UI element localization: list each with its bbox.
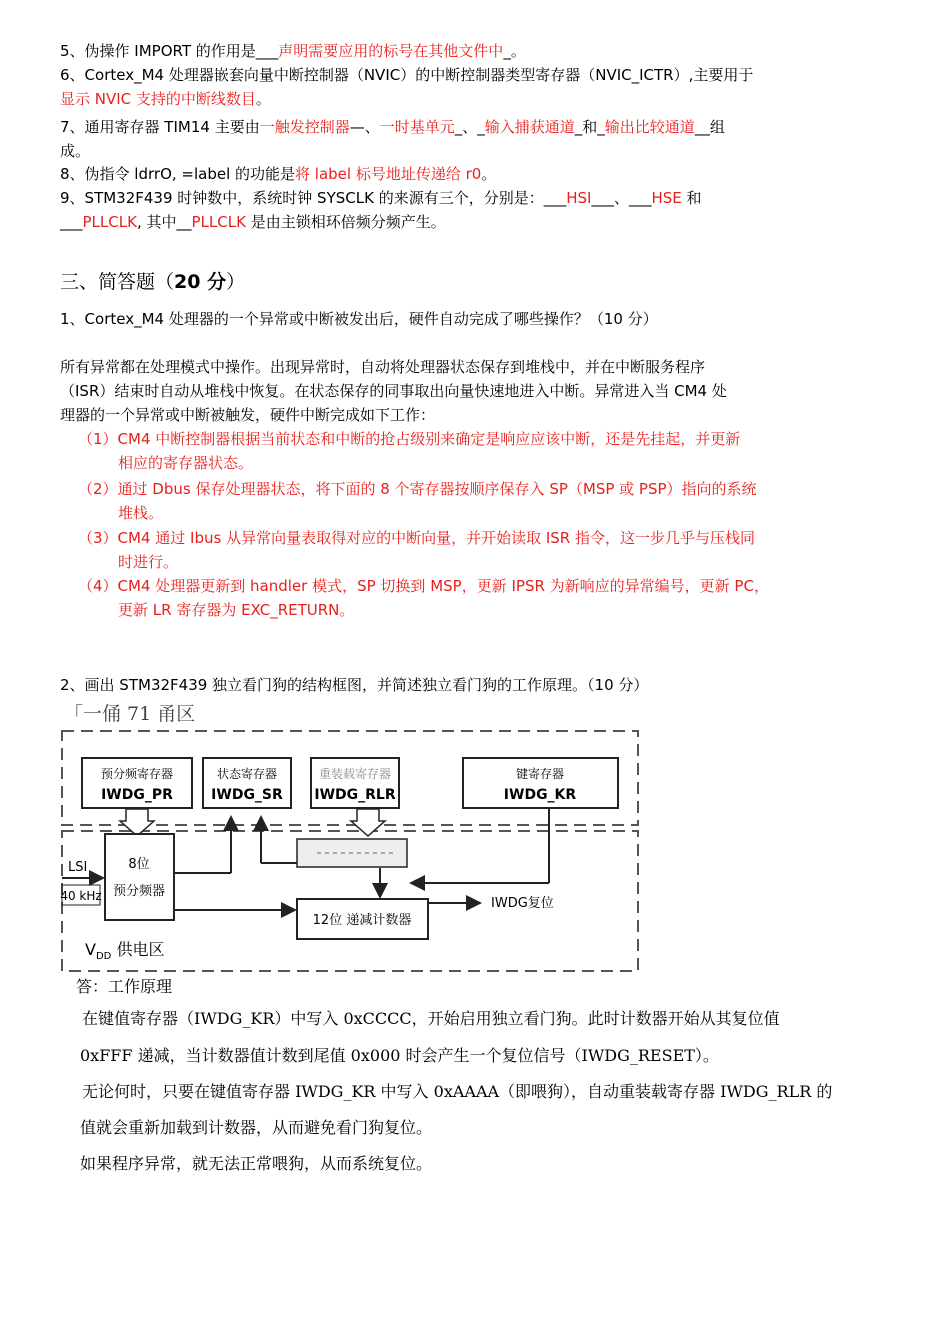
q2-answer-line5: 如果程序异常，就无法正常喂狗，从而系统复位。 <box>80 1154 433 1173</box>
status-register-box <box>203 758 291 808</box>
q2-answer-line2: 0xFFF 递减，当计数器值计数到尾值 0x000 时会产生一个复位信号（IWDG_RESET）。 <box>80 1046 719 1065</box>
section3-title: 三、简答题（20 分） <box>60 271 246 293</box>
prescaler-register-box <box>82 758 192 808</box>
q6-line1: 6、Cortex_M4 处理器嵌套向量中断控制器（NVIC）的中断控制器类型寄存器（NVIC_ICTR）,主要用于 <box>60 66 754 84</box>
svg-text:预分频寄存器: 预分频寄存器 <box>100 767 174 781</box>
q2-answer-label: 答：工作原理 <box>76 977 173 996</box>
q1-question: 1、Cortex_M4 处理器的一个异常或中断被发出后，硬件自动完成了哪些操作？（10 分） <box>60 310 658 328</box>
svg-text:键寄存器: 键寄存器 <box>515 767 565 781</box>
prescaler-8bit-box <box>105 834 174 920</box>
svg-text:12位 递减计数器: 12位 递减计数器 <box>312 913 412 928</box>
q8-line: 8、伪指令 ldrrO, =label 的功能是将 label 标号地址传递给 r0。 <box>60 165 497 183</box>
svg-text:重装载寄存器: 重装载寄存器 <box>318 767 392 781</box>
q2-answer-line3: 无论何时，只要在键值寄存器 IWDG_KR 中写入 0xAAAA（即喂狗），自动重装载寄存器 IWDG_RLR 的 <box>82 1082 833 1101</box>
q1-step3-line1: （3）CM4 通过 Ibus 从异常向量表取得对应的中断向量，并开始读取 ISR 指令，这一步几乎与压栈同 <box>78 529 755 547</box>
iwdg-block-diagram <box>55 725 645 977</box>
q1-step1-line2: 相应的寄存器状态。 <box>118 454 254 472</box>
q1-intro-2: （ISR）结束时自动从堆栈中恢复。在状态保存的同事取出向量快速地进入中断。异常进入当 CM4 处 <box>60 382 727 400</box>
garbled-caption: 「一俑 71 甬区 <box>64 703 196 725</box>
svg-text:预分频器: 预分频器 <box>112 884 166 899</box>
q7-line2: 成。 <box>60 142 91 160</box>
reload-register-box <box>311 758 399 808</box>
q2-answer-line4: 值就会重新加载到计数器，从而避免看门狗复位。 <box>80 1118 433 1137</box>
q1-step3-line2: 时进行。 <box>118 553 179 571</box>
q8-answer: 将 label 标号地址传递给 r0 <box>295 165 482 183</box>
q1-step4-line2: 更新 LR 寄存器为 EXC_RETURN。 <box>118 601 355 619</box>
svg-text:IWDG_KR: IWDG_KR <box>503 787 577 803</box>
svg-text:IWDG_SR: IWDG_SR <box>211 787 283 803</box>
q1-intro-1: 所有异常都在处理模式中操作。出现异常时，自动将处理器状态保存到堆栈中，并在中断服务程序 <box>60 358 706 376</box>
svg-text:状态寄存器: 状态寄存器 <box>216 767 278 781</box>
q6-line2: 显示 NVIC 支持的中断线数目。 <box>60 90 271 108</box>
q9-line1: 9、STM32F439 时钟数中，系统时钟 SYSCLK 的来源有三个，分别是：___HSI___、___HSE 和 <box>60 189 702 207</box>
q1-step2-line1: （2）通过 Dbus 保存处理器状态，将下面的 8 个寄存器按顺序保存入 SP（MSP 或 PSP）指向的系统 <box>78 480 757 498</box>
q1-step4-line1: （4）CM4 处理器更新到 handler 模式，SP 切换到 MSP，更新 IPSR 为新响应的异常编号，更新 PC， <box>78 577 769 595</box>
svg-text:IWDG_RLR: IWDG_RLR <box>314 787 396 803</box>
down-counter-box <box>297 899 428 939</box>
q6-answer: 显示 NVIC 支持的中断线数目 <box>60 90 256 108</box>
q1-step2-line2: 堆栈。 <box>118 504 164 522</box>
lsi-freq-label: 40 kHz <box>60 889 102 903</box>
reset-output-label: IWDG复位 <box>491 896 554 911</box>
svg-text:8位: 8位 <box>128 857 150 872</box>
lsi-label: LSI <box>68 860 88 875</box>
svg-text:IWDG_PR: IWDG_PR <box>101 787 173 803</box>
vdd-domain-label: $V_{DD}$ 供电区 <box>85 940 165 962</box>
q5-answer: 声明需要应用的标号在其他文件中 <box>278 42 504 60</box>
key-register-box <box>463 758 618 808</box>
q1-intro-3: 理器的一个异常或中断被触发，硬件中断完成如下工作： <box>60 406 436 424</box>
q1-step1-line1: （1）CM4 中断控制器根据当前状态和中断的抢占级别来确定是响应应该中断，还是先挂起，并更新 <box>78 430 741 448</box>
q5-line: 5、伪操作 IMPORT 的作用是___声明需要应用的标号在其他文件中_。 <box>60 42 526 60</box>
q9-line2: ___PLLCLK, 其中__PLLCLK 是由主锁相环倍频分频产生。 <box>60 213 446 231</box>
q2-question: 2、画出 STM32F439 独立看门狗的结构框图，并简述独立看门狗的工作原理。（10 分） <box>60 676 649 694</box>
q2-answer-line1: 在键值寄存器（IWDG_KR）中写入 0xCCCC，开始启用独立看门狗。此时计数器开始从其复位值 <box>82 1009 780 1028</box>
q7-line1: 7、通用寄存器 TIM14 主要由一触发控制器—、一时基单元_、_输入捕获通道_和_输出比较通道__组 <box>60 118 725 136</box>
